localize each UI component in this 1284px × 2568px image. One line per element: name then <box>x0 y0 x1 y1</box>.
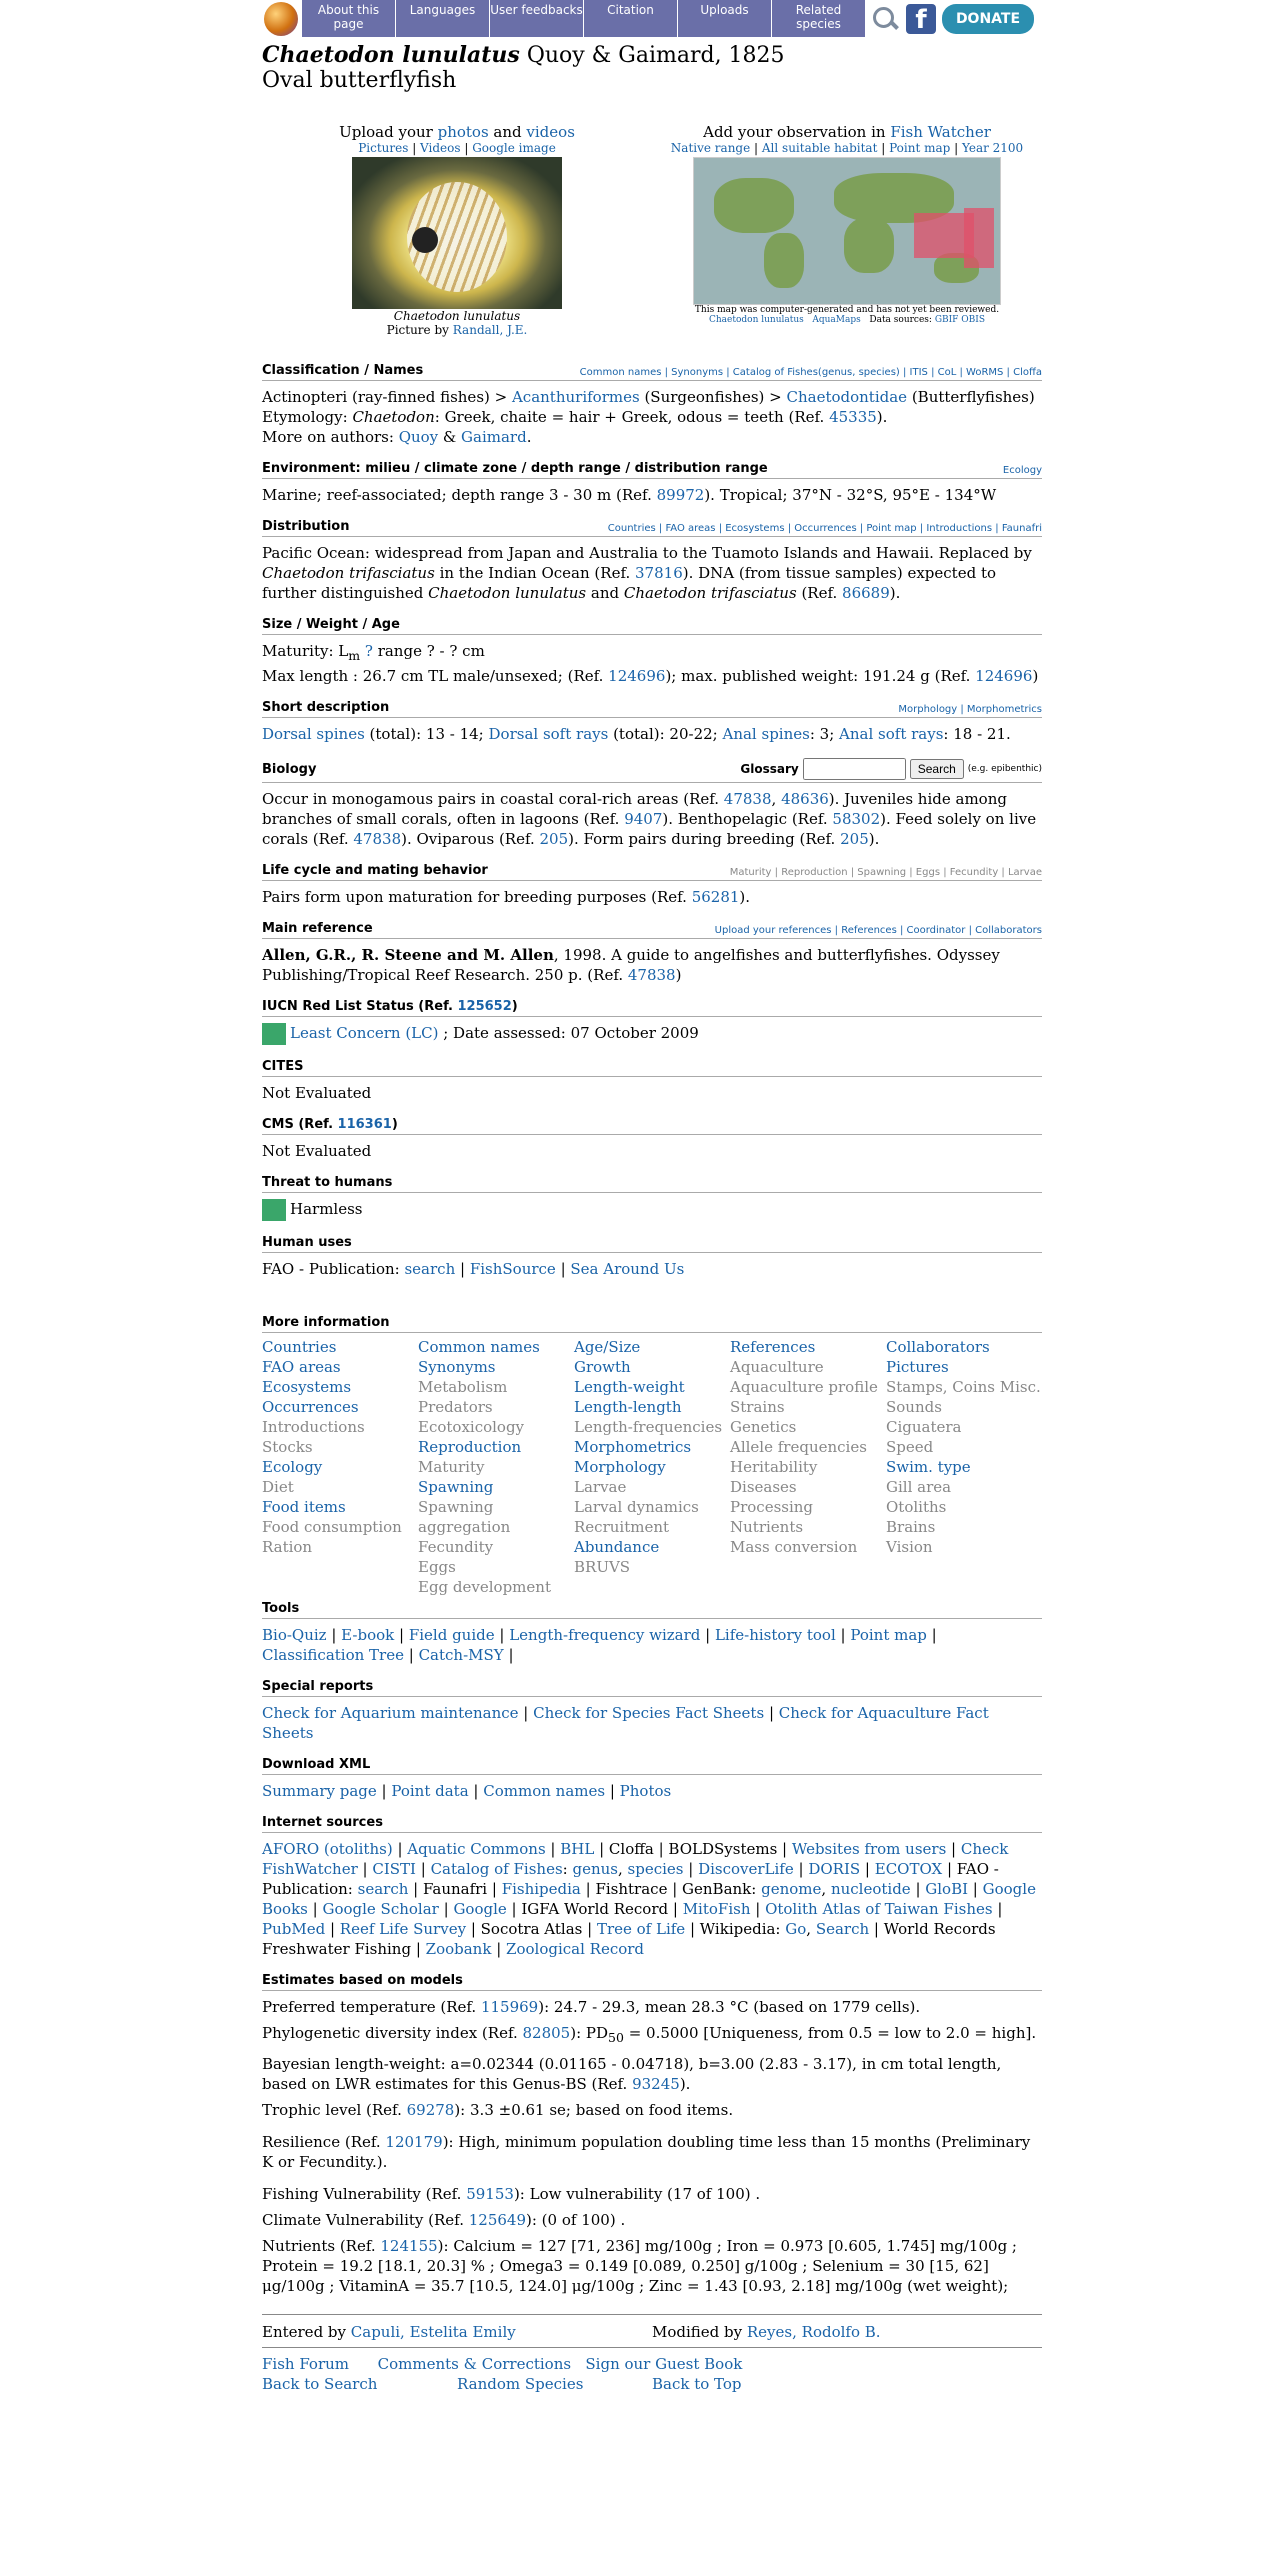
internet-source-text: | <box>325 1920 340 1938</box>
donate-button[interactable]: DONATE <box>942 4 1034 34</box>
back-to-search-link[interactable]: Back to Search <box>262 2375 378 2393</box>
more-info-column <box>886 1337 1042 1597</box>
internet-sources-list <box>262 1839 1042 1959</box>
ref-link[interactable]: 124155 <box>380 2237 438 2255</box>
more-info-item: Diet <box>262 1478 294 1496</box>
page <box>262 0 1042 2394</box>
guest-book-link[interactable]: Sign our Guest Book <box>585 2355 743 2373</box>
internet-source-link[interactable]: Check FishWatcher <box>262 1840 1009 1878</box>
special-report-link[interactable]: Check for Aquarium maintenance <box>262 1704 519 1722</box>
more-info-item: Stamps, Coins Misc. <box>886 1378 1041 1396</box>
internet-source-link[interactable]: ECOTOX <box>874 1860 943 1878</box>
aquamaps-link[interactable]: AquaMaps <box>812 315 861 325</box>
main-reference-section: Main reference Upload your references | References | Coordinator | Collaborators Allen, G.R., R. Steene and M. Allen, 1998. A guide to angelfishes and butterflyfishes. Odyssey Publishing/Tropical Reef Research. 250 p. (Ref. 47838) <box>262 921 1042 984</box>
internet-source-link[interactable]: genome <box>761 1880 822 1898</box>
internet-source-text: | Faunafri | <box>408 1880 502 1898</box>
photographer-link[interactable]: Randall, J.E. <box>452 323 528 337</box>
ref-link[interactable]: 48636 <box>781 790 829 808</box>
more-info-item[interactable]: Swim. type <box>886 1458 971 1476</box>
more-info-item: Ciguatera <box>886 1418 962 1436</box>
internet-source-link[interactable]: Otolith Atlas of Taiwan Fishes <box>765 1900 993 1918</box>
internet-source-text: | World Records Freshwater Fishing | <box>262 1920 996 1958</box>
tool-link[interactable]: Life-history tool <box>714 1626 836 1644</box>
more-info-item: Speed <box>886 1438 934 1456</box>
internet-source-text: , <box>821 1880 831 1898</box>
map-note: This map was computer-generated and has not yet been reviewed. <box>694 305 1000 315</box>
ref-link[interactable]: 9407 <box>624 810 663 828</box>
internet-source-link[interactable]: Websites from users <box>791 1840 947 1858</box>
human-uses-section: Human uses FAO - Publication: search | FishSource | Sea Around Us <box>262 1235 1042 1279</box>
iucn-section: IUCN Red List Status (Ref. 125652) Least Concern (LC) ; Date assessed: 07 October 2009 <box>262 999 1042 1045</box>
more-info-item[interactable]: Spawning <box>418 1478 494 1496</box>
more-info-item[interactable]: Age/Size <box>574 1338 641 1356</box>
internet-source-link[interactable]: nucleotide <box>830 1880 911 1898</box>
internet-source-text: | <box>545 1840 561 1858</box>
species-title: Chaetodon lunulatus Quoy & Gaimard, 1825 <box>262 42 785 68</box>
tools-list: Bio-Quiz | E-book | Field guide | Length-frequency wizard | Life-history tool | Point map | Classification Tree | Catch-MSY | <box>262 1626 937 1664</box>
reference-links[interactable]: Upload your references | References | Coordinator | Collaborators <box>714 925 1042 936</box>
internet-source-text: , <box>806 1920 816 1938</box>
more-info-item: Recruitment <box>574 1518 670 1536</box>
internet-source-text: | <box>415 1860 431 1878</box>
classification-section: Classification / Names Common names | Synonyms | Catalog of Fishes(genus, species) | ITIS | CoL | WoRMS | Cloffa Actinopteri (ray-finned fishes) > Acanthuriformes (Surgeonfishes) > Chaetodontidae (Butterflyfishes) Etymology: Chaetodon: Greek, chaite = hair + Greek, odous = teeth (Ref. 45335). More on authors: Quoy & Gaimard. <box>262 363 1042 446</box>
pictures-link[interactable]: Pictures <box>358 141 409 155</box>
morphology-links[interactable]: Morphology | Morphometrics <box>898 704 1042 715</box>
more-info-item: Ration <box>262 1538 313 1556</box>
internet-source-text: | <box>307 1900 323 1918</box>
back-to-top-link[interactable]: Back to Top <box>652 2375 742 2393</box>
special-report-link[interactable]: Check for Aquaculture Fact Sheets <box>262 1704 989 1742</box>
tool-link[interactable]: Length-frequency wizard <box>509 1626 701 1644</box>
more-info-item: Processing <box>730 1498 814 1516</box>
more-info-item: Spawning aggregation <box>418 1498 511 1536</box>
ref-link[interactable]: 115969 <box>480 1998 539 2016</box>
iucn-status-link[interactable]: Least Concern (LC) <box>290 1024 439 1042</box>
more-info-column <box>418 1337 574 1597</box>
internet-source-text: | <box>992 1900 1003 1918</box>
order-link[interactable]: Acanthuriformes <box>511 388 640 406</box>
internet-source-link[interactable]: GloBI <box>925 1880 969 1898</box>
more-info-item[interactable]: Synonyms <box>418 1358 496 1376</box>
author-quoy-link[interactable]: Quoy <box>398 428 439 446</box>
tool-link[interactable]: E-book <box>341 1626 395 1644</box>
more-info-item[interactable]: Pictures <box>886 1358 949 1376</box>
dorsal-soft-rays-link[interactable]: Dorsal soft rays <box>488 725 609 743</box>
environment-section: Environment: milieu / climate zone / depth range / distribution range Ecology Marine; reef-associated; depth range 3 - 30 m (Ref. 89972). Tropical; 37°N - 32°S, 95°E - 134°W <box>262 461 1042 504</box>
threat-section: Threat to humans Harmless <box>262 1175 1042 1221</box>
internet-source-text: : <box>562 1860 573 1878</box>
ref-link[interactable]: 116361 <box>337 1117 392 1132</box>
distribution-links[interactable]: Countries | FAO areas | Ecosystems | Occurrences | Point map | Introductions | Faunafri <box>607 523 1042 534</box>
life-cycle-section: Life cycle and mating behavior Maturity | Reproduction | Spawning | Eggs | Fecundity | Larvae Pairs form upon maturation for breeding purposes (Ref. 56281). <box>262 863 1042 906</box>
maturity-link[interactable]: ? <box>360 642 373 660</box>
cites-section: CITES Not Evaluated <box>262 1059 1042 1103</box>
more-info-item: Eggs <box>418 1558 456 1576</box>
cms-section: CMS (Ref. 116361) Not Evaluated <box>262 1117 1042 1161</box>
more-info-column <box>574 1337 730 1597</box>
fish-watcher-link[interactable]: Fish Watcher <box>890 123 991 141</box>
modified-by-link[interactable]: Reyes, Rodolfo B. <box>746 2323 881 2341</box>
top-nav <box>262 0 1042 37</box>
media-section <box>262 123 1042 337</box>
photo-column: Upload your photos and videos Pictures | Videos | Google image Chaetodon lunulatus Picture by Randall, J.E. <box>339 123 575 337</box>
ref-link[interactable]: 124696 <box>608 667 666 685</box>
more-info-item: Otoliths <box>886 1498 947 1516</box>
tool-link[interactable]: Classification Tree <box>262 1646 404 1664</box>
internet-source-text: | IGFA World Record | <box>506 1900 683 1918</box>
internet-source-link[interactable]: Google Scholar <box>322 1900 439 1918</box>
more-info-item[interactable]: Common names <box>418 1338 540 1356</box>
ref-link[interactable]: 58302 <box>832 810 881 828</box>
random-species-link[interactable]: Random Species <box>457 2375 584 2393</box>
more-info-item: Gill area <box>886 1478 952 1496</box>
nav-about[interactable]: About this page <box>302 0 396 37</box>
internet-source-text: | <box>491 1940 507 1958</box>
internet-source-link[interactable]: species <box>627 1860 684 1878</box>
fao-search-link[interactable]: search <box>404 1260 456 1278</box>
internet-source-link[interactable]: Reef Life Survey <box>339 1920 467 1938</box>
size-section: Size / Weight / Age Maturity: $L_m$ ? range ? - ? cm Max length : 26.7 cm TL male/unsexed; (Ref. 124696); max. published weight: 191.24 g (Ref. 124696) <box>262 617 1042 686</box>
tool-link[interactable]: Bio-Quiz <box>262 1626 327 1644</box>
family-link[interactable]: Chaetodontidae <box>786 388 908 406</box>
more-info-item: BRUVS <box>574 1558 631 1576</box>
native-range-link[interactable]: Native range <box>670 141 751 155</box>
internet-source-text: | <box>793 1860 809 1878</box>
internet-source-text: | FAO - Publication: <box>262 1860 999 1898</box>
ref-link[interactable]: 47838 <box>353 830 402 848</box>
internet-source-link[interactable]: Catalog of Fishes <box>430 1860 563 1878</box>
internet-source-link[interactable]: MitoFish <box>682 1900 751 1918</box>
glossary-input[interactable] <box>803 758 906 780</box>
internet-source-text: | Cloffa | BOLDSystems | <box>594 1840 792 1858</box>
download-xml-list: Summary page | Point data | Common names | Photos <box>262 1782 672 1800</box>
more-info-item: Allele frequencies <box>730 1438 867 1456</box>
threat-swatch <box>262 1199 286 1221</box>
ref-link[interactable]: 120179 <box>385 2133 443 2151</box>
internet-source-text: | <box>860 1860 875 1878</box>
tool-link[interactable]: Point map <box>850 1626 927 1644</box>
google-image-link[interactable]: Google image <box>472 141 556 155</box>
ecology-link[interactable]: Ecology <box>1002 465 1042 476</box>
glossary-search-button[interactable]: Search <box>910 759 964 779</box>
nav-related-species[interactable]: Related species <box>772 0 866 37</box>
more-info-item[interactable]: Occurrences <box>262 1398 359 1416</box>
videos-link[interactable]: videos <box>526 123 575 141</box>
ref-link[interactable]: 47838 <box>723 790 772 808</box>
estimates-section: Estimates based on models Preferred temperature (Ref. 115969): 24.7 - 29.3, mean 28.3 °C (based on 1779 cells). Phylogenetic diversity index (Ref. 82805): $PD_{50} = 0.5000$ [Uniqueness, from 0.5 = low to 2.0 = high]. Bayesian length-weight: a=0.02344 (0.01165 - 0.04718), b=3.00 (2.83 - 3.17), in cm total length, based on LWR estimates for this Genus-BS (Ref. 93245). Trophic level (Ref. 69278): 3.3 ±0.61 se; based on food items. Resilience (Ref. 120179): High, minimum population doubling time less than 15 months (Preliminary K or Fecundity.). Fishing Vulnerability (Ref. 59153): Low vulnerability (17 of 100) . Climate Vulnerability (Ref. 125649): (0 of 100) . Nutrients (Ref. 124155): Calcium = 127 [71, 236] mg/100g ; Iron = 0.973 [0.605, 1.745] mg/100g ; Protein = 19.2 [18.1, 20.3] % ; Omega3 = 0.149 [0.089, 0.250] g/100g ; Selenium = 30 [15, 62] μg/100g ; VitaminA = 35.7 [10.5, 124.0] μg/100g ; Zinc = 1.43 [0.93, 2.18] mg/100g (wet weight); <box>262 1973 1042 2296</box>
search-icon[interactable] <box>870 4 900 34</box>
special-reports-section: Special reports Check for Aquarium maintenance | Check for Species Fact Sheets | Check for Aquaculture Fact Sheets <box>262 1679 1042 1743</box>
fishsource-link[interactable]: FishSource <box>469 1260 556 1278</box>
ref-link[interactable]: 93245 <box>632 2075 680 2093</box>
tool-link[interactable]: Catch-MSY <box>418 1646 504 1664</box>
internet-source-text: | <box>392 1840 408 1858</box>
more-info-item: Predators <box>418 1398 493 1416</box>
internet-source-link[interactable]: DiscoverLife <box>698 1860 794 1878</box>
internet-source-link[interactable]: Fishipedia <box>501 1880 581 1898</box>
nav-citation[interactable]: Citation <box>584 0 678 37</box>
more-information-grid <box>262 1337 1042 1597</box>
download-xml-link[interactable]: Point data <box>391 1782 469 1800</box>
internet-source-link[interactable]: Search <box>815 1920 870 1938</box>
internet-source-link[interactable]: genus <box>572 1860 618 1878</box>
internet-source-link[interactable]: Tree of Life <box>596 1920 686 1938</box>
more-info-item: Maturity <box>418 1458 485 1476</box>
ref-link[interactable]: 47838 <box>627 966 676 984</box>
internet-source-link[interactable]: CISTI <box>372 1860 416 1878</box>
map-species-link[interactable]: Chaetodon lunulatus <box>708 315 804 325</box>
more-info-item: Egg development <box>418 1578 551 1596</box>
special-report-link[interactable]: Check for Species Fact Sheets <box>533 1704 765 1722</box>
distribution-section: Distribution Countries | FAO areas | Ecosystems | Occurrences | Point map | Introductions | Faunafri Pacific Ocean: widespread from Japan and Australia to the Tuamoto Islands and Hawaii. Replaced by Chaetodon trifasciatus in the Indian Ocean (Ref. 37816). DNA (from tissue samples) expected to further distinguished Chaetodon lunulatus and Chaetodon trifasciatus (Ref. 86689). <box>262 519 1042 602</box>
internet-source-link[interactable]: DORIS <box>808 1860 861 1878</box>
nav-user-feedbacks[interactable]: User feedbacks <box>490 0 584 37</box>
ref-link[interactable]: 205 <box>539 830 569 848</box>
internet-source-link[interactable]: BHL <box>560 1840 595 1858</box>
more-info-item: Metabolism <box>418 1378 508 1396</box>
more-information-section: More information Countries FAO areas Ecosystems Occurrences Introductions Stocks Ecology Diet Food items Food consumption Ration Common names Synonyms Metabolism Predators Ecotoxicology Reproduction Maturity Spawning Spawning aggregation Fecundity Eggs Egg development Age/Size Growth Length-weight Length-length Length-frequencies Morphometrics Morphology Larvae Larval dynamics Recruitment Abundance BRUVS References Aquaculture Aquaculture profile Strains Genetics Allele frequencies Heritability Diseases Processing Nutrients Mass conversion Collaborators Pictures Stamps, Coins Misc. Sounds Ciguatera Speed Swim. type Gill area Otoliths Brains Vision <box>262 1315 1041 1596</box>
internet-source-text: | <box>946 1840 961 1858</box>
more-info-item: Mass conversion <box>730 1538 858 1556</box>
internet-source-text: | Fishtrace | GenBank: <box>580 1880 762 1898</box>
internet-source-text: | <box>357 1860 373 1878</box>
internet-source-text: | <box>910 1880 926 1898</box>
internet-source-link[interactable]: Aquatic Commons <box>407 1840 546 1858</box>
internet-source-link[interactable]: Zoobank <box>425 1940 492 1958</box>
more-info-item[interactable]: Growth <box>574 1358 631 1376</box>
ref-link[interactable]: 125652 <box>457 999 512 1014</box>
download-xml-section: Download XML Summary page | Point data | Common names | Photos <box>262 1757 1042 1801</box>
more-info-item: Heritability <box>730 1458 818 1476</box>
distribution-map[interactable] <box>693 157 1001 305</box>
short-description-section: Short description Morphology | Morphometrics Dorsal spines (total): 13 - 14; Dorsal soft rays (total): 20-22; Anal spines: 3; Anal soft rays: 18 - 21. <box>262 700 1042 743</box>
more-info-item: Brains <box>886 1518 936 1536</box>
more-info-item[interactable]: Length-length <box>574 1398 682 1416</box>
more-info-item: Length-frequencies <box>574 1418 723 1436</box>
tools-section: Tools Bio-Quiz | E-book | Field guide | Length-frequency wizard | Life-history tool | Point map | Classification Tree | Catch-MSY | <box>262 1601 1042 1665</box>
more-info-item[interactable]: Reproduction <box>418 1438 522 1456</box>
more-info-item: Larvae <box>574 1478 627 1496</box>
suitable-habitat-link[interactable]: All suitable habitat <box>761 141 878 155</box>
internet-source-link[interactable]: PubMed <box>262 1920 326 1938</box>
more-info-item: Fecundity <box>418 1538 494 1556</box>
internet-source-text: | <box>438 1900 454 1918</box>
more-info-item: Genetics <box>730 1418 797 1436</box>
common-name: Oval butterflyfish <box>262 68 457 93</box>
ref-link[interactable]: 82805 <box>522 2024 571 2042</box>
ref-link[interactable]: 124696 <box>975 667 1033 685</box>
anal-spines-link[interactable]: Anal spines <box>722 725 810 743</box>
videos-sub-link[interactable]: Videos <box>420 141 461 155</box>
more-info-item[interactable]: Countries <box>262 1338 337 1356</box>
ref-link[interactable]: 69278 <box>406 2101 455 2119</box>
more-info-item: Food consumption <box>262 1518 402 1536</box>
more-info-item[interactable]: Abundance <box>574 1538 660 1556</box>
special-reports-list: Check for Aquarium maintenance | Check for Species Fact Sheets | Check for Aquaculture Fact Sheets <box>262 1704 989 1742</box>
entered-by-link[interactable]: Capuli, Estelita Emily <box>350 2323 516 2341</box>
internet-source-link[interactable]: Google Books <box>262 1880 1036 1918</box>
more-info-item: Nutrients <box>730 1518 804 1536</box>
photo-caption: Chaetodon lunulatus <box>393 309 521 323</box>
more-info-item[interactable]: Ecosystems <box>262 1378 352 1396</box>
tool-link[interactable]: Field guide <box>408 1626 495 1644</box>
more-info-item: Introductions <box>262 1418 365 1436</box>
ref-link[interactable]: 59153 <box>466 2185 514 2203</box>
fishbase-logo-icon[interactable] <box>264 2 298 36</box>
more-info-item: Diseases <box>730 1478 797 1496</box>
internet-source-text: | Socotra Atlas | <box>466 1920 597 1938</box>
internet-source-link[interactable]: Google <box>453 1900 507 1918</box>
download-xml-link[interactable]: Photos <box>619 1782 672 1800</box>
internet-source-text: | <box>968 1880 983 1898</box>
download-xml-link[interactable]: Summary page <box>262 1782 377 1800</box>
more-info-item[interactable]: Morphology <box>574 1458 666 1476</box>
internet-source-text: | <box>750 1900 766 1918</box>
point-map-link[interactable]: Point map <box>889 141 951 155</box>
internet-source-link[interactable]: search <box>357 1880 409 1898</box>
more-info-item: Larval dynamics <box>574 1498 699 1516</box>
facebook-icon[interactable]: f <box>906 4 936 34</box>
more-info-item: Ecotoxicology <box>418 1418 525 1436</box>
entry-footer: Entered by Capuli, Estelita Emily Modified by Reyes, Rodolfo B. <box>262 2314 1042 2341</box>
ref-link[interactable]: 56281 <box>691 888 740 906</box>
more-info-item: Sounds <box>886 1398 942 1416</box>
nav-languages[interactable]: Languages <box>396 0 490 37</box>
internet-source-text: , <box>617 1860 628 1878</box>
map-column: Add your observation in Fish Watcher Native range | All suitable habitat | Point map | Year 2100 This map was computer-generated and has not yet been reviewed. Chaetodon lunulatus AquaMaps Data sources: GBIF OBIS <box>652 123 1042 337</box>
comments-corrections-link[interactable]: Comments & Corrections <box>377 2355 572 2373</box>
more-info-item[interactable]: FAO areas <box>262 1358 341 1376</box>
download-xml-link[interactable]: Common names <box>483 1782 606 1800</box>
more-info-item[interactable]: Ecology <box>262 1458 323 1476</box>
more-info-item[interactable]: Collaborators <box>886 1338 990 1356</box>
more-info-item: Stocks <box>262 1438 313 1456</box>
internet-source-text: | <box>683 1860 699 1878</box>
internet-sources-section: Internet sources AFORO (otoliths) | Aquatic Commons | BHL | Cloffa | BOLDSystems | Websites from users | Check FishWatcher | CISTI | Catalog of Fishes: genus, species | DiscoverLife | DORIS | ECOTOX | FAO - Publication: search | Faunafri | Fishipedia | Fishtrace | GenBank: genome, nucleotide | GloBI | Google Books | Google Scholar | Google | IGFA World Record | MitoFish | Otolith Atlas of Taiwan Fishes | PubMed | Reef Life Survey | Socotra Atlas | Tree of Life | Wikipedia: Go, Search | World Records Freshwater Fishing | Zoobank | Zoological Record <box>262 1815 1042 1959</box>
anal-soft-rays-link[interactable]: Anal soft rays <box>839 725 944 743</box>
biology-section: Biology Glossary Search (e.g. epibenthic) Occur in monogamous pairs in coastal coral-rich areas (Ref. 47838, 48636). Juveniles hide among branches of small corals, often in lagoons (Ref. 9407). Benthopelagic (Ref. 58302). Feed solely on live corals (Ref. 47838). Oviparous (Ref. 205). Form pairs during breeding (Ref. 205). <box>262 758 1042 849</box>
iucn-status-swatch <box>262 1023 286 1045</box>
more-info-item: Aquaculture <box>730 1358 824 1376</box>
internet-source-link[interactable]: Zoological Record <box>506 1940 645 1958</box>
more-info-item[interactable]: Morphometrics <box>574 1438 692 1456</box>
gbif-obis-link[interactable]: GBIF OBIS <box>934 315 985 325</box>
ref-link[interactable]: 86689 <box>842 584 890 602</box>
year-2100-link[interactable]: Year 2100 <box>961 141 1024 155</box>
more-info-item: Strains <box>730 1398 785 1416</box>
fish-photo[interactable] <box>352 157 562 309</box>
ref-link[interactable]: 45335 <box>829 408 877 426</box>
internet-source-text: | Wikipedia: <box>685 1920 786 1938</box>
more-info-column <box>262 1337 418 1597</box>
more-info-item: Vision <box>886 1538 933 1556</box>
photos-link[interactable]: photos <box>437 123 489 141</box>
ref-link[interactable]: 205 <box>840 830 869 848</box>
life-cycle-links[interactable]: Maturity | Reproduction | Spawning | Eggs | Fecundity | Larvae <box>729 867 1042 878</box>
more-info-item[interactable]: References <box>730 1338 816 1356</box>
nav-uploads[interactable]: Uploads <box>678 0 772 37</box>
footer-links <box>262 2347 1042 2394</box>
ref-link[interactable]: 89972 <box>656 486 705 504</box>
dorsal-spines-link[interactable]: Dorsal spines <box>262 725 365 743</box>
classification-links[interactable]: Common names | Synonyms | Catalog of Fishes(genus, species) | ITIS | CoL | WoRMS | Cloffa <box>579 367 1042 378</box>
internet-source-link[interactable]: Go <box>785 1920 807 1938</box>
ref-link[interactable]: 125649 <box>468 2211 526 2229</box>
more-info-item: Aquaculture profile <box>730 1378 878 1396</box>
author-gaimard-link[interactable]: Gaimard <box>461 428 527 446</box>
more-info-item[interactable]: Food items <box>262 1498 346 1516</box>
sea-around-us-link[interactable]: Sea Around Us <box>570 1260 685 1278</box>
ref-link[interactable]: 37816 <box>635 564 683 582</box>
more-info-item[interactable]: Length-weight <box>574 1378 685 1396</box>
fish-forum-link[interactable]: Fish Forum <box>262 2355 350 2373</box>
more-info-column <box>730 1337 886 1597</box>
internet-source-link[interactable]: AFORO (otoliths) <box>262 1840 393 1858</box>
